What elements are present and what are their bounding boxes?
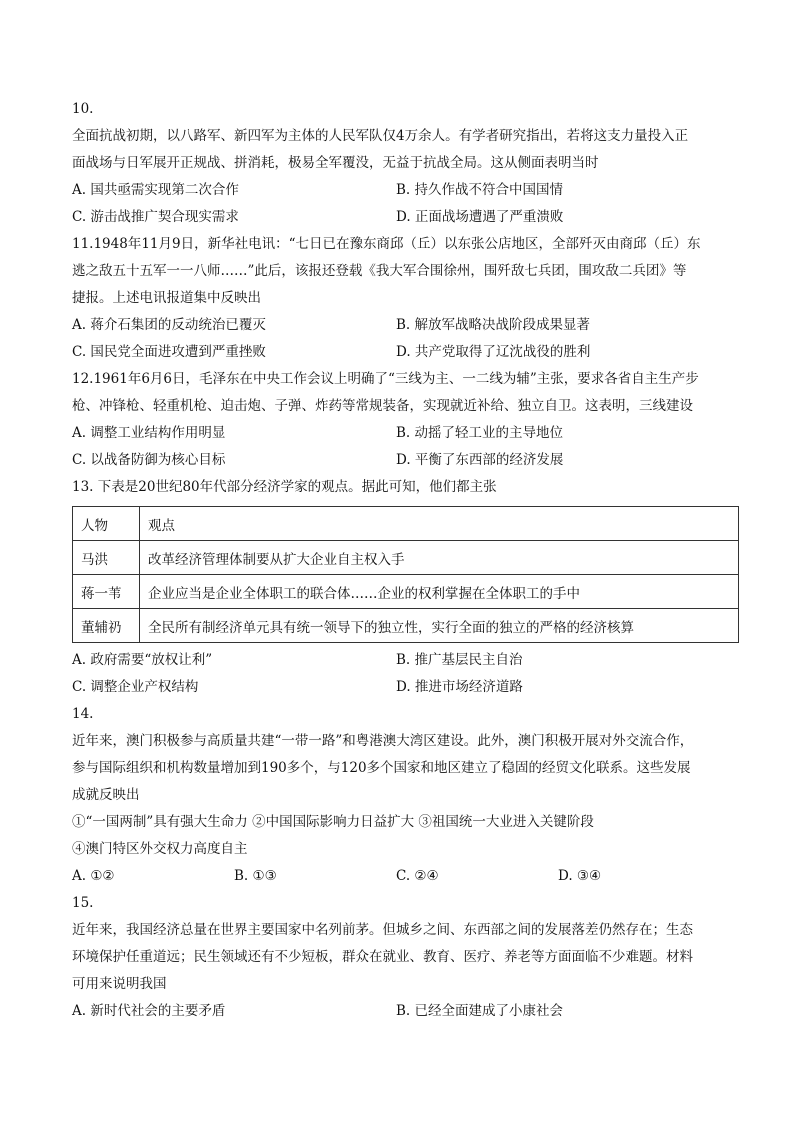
option-d: D. ③④: [558, 868, 602, 884]
option-b: B. 动摇了轻工业的主导地位: [396, 425, 564, 441]
table-cell-view: 企业应当是企业全体职工的联合体……企业的权利掌握在全体职工的手中: [140, 575, 739, 609]
table-row: [73, 609, 739, 643]
option-d: D. 共产党取得了辽沈战役的胜利: [396, 344, 591, 360]
question-14: [72, 701, 740, 890]
question-12: [72, 366, 740, 474]
table-cell-view: 改革经济管理体制要从扩大企业自主权入手: [140, 541, 739, 575]
option-a: A. 蒋介石集团的反动统治已覆灭: [72, 317, 266, 333]
economists-table: [72, 506, 739, 643]
table-row: [73, 575, 739, 609]
table-cell-view: 全民所有制经济单元具有统一领导下的独立性，实行全面的独立的严格的经济核算: [140, 609, 739, 643]
option-d: D. 正面战场遭遇了严重溃败: [396, 209, 564, 225]
options-row: [72, 204, 740, 231]
question-stem-line: 13. 下表是20世纪80年代部分经济学家的观点。据此可知，他们都主张: [72, 479, 497, 495]
question-stem-line: 面战场与日军展开正规战、拼消耗，极易全军覆没，无益于抗战全局。这从侧面表明当时: [72, 155, 599, 171]
question-stem-line: 捷报。上述电讯报道集中反映出: [72, 290, 261, 306]
table-cell-person: 马洪: [73, 541, 140, 575]
table-header-row: [73, 507, 739, 541]
option-c: C. 游击战推广契合现实需求: [72, 209, 239, 225]
table-header-cell: 观点: [140, 507, 739, 541]
table-cell-person: 蒋一苇: [73, 575, 140, 609]
options-row: [72, 177, 740, 204]
options-row: [72, 447, 740, 474]
statement-line: ④澳门特区外交权力高度自主: [72, 841, 248, 857]
option-a: A. 政府需要“放权让利”: [72, 652, 213, 668]
table-row: [73, 541, 739, 575]
option-a: A. 国共亟需实现第二次合作: [72, 182, 239, 198]
option-c: C. 调整企业产权结构: [72, 679, 199, 695]
question-stem-line: 环境保护任重道远；民生领域还有不少短板，群众在就业、教育、医疗、养老等方面面临不少难题。材料: [72, 949, 693, 965]
table-cell-person: 董辅礽: [73, 609, 140, 643]
question-number: 14.: [72, 706, 94, 722]
options-row: [72, 863, 740, 890]
option-c: C. 国民党全面进攻遭到严重挫败: [72, 344, 266, 360]
option-c: C. ②④: [396, 868, 439, 884]
question-15: [72, 890, 740, 1025]
statement-line: ①“一国两制”具有强大生命力 ②中国国际影响力日益扩大 ③祖国统一大业进入关键阶段: [72, 814, 594, 830]
option-b: B. ①③: [234, 868, 277, 884]
option-c: C. 以战备防御为核心目标: [72, 452, 226, 468]
options-row: [72, 647, 740, 674]
exam-content: [72, 96, 740, 1025]
options-row: [72, 312, 740, 339]
option-b: B. 持久作战不符合中国国情: [396, 182, 564, 198]
option-a: A. ①②: [72, 868, 115, 884]
question-stem-line: 12.1961年6月6日，毛泽东在中央工作会议上明确了“三线为主、一二线为辅”主张，要求各省自主生产步: [72, 371, 699, 387]
question-number: 10.: [72, 101, 94, 117]
question-stem-line: 成就反映出: [72, 787, 140, 803]
options-row: [72, 674, 740, 701]
question-stem-line: 近年来，我国经济总量在世界主要国家中名列前茅。但城乡之间、东西部之间的发展落差仍然存在；生态: [72, 922, 693, 938]
options-row: [72, 420, 740, 447]
question-stem-line: 全面抗战初期，以八路军、新四军为主体的人民军队仅4万余人。有学者研究指出，若将这支力量投入正: [72, 128, 689, 144]
option-a: A. 调整工业结构作用明显: [72, 425, 226, 441]
option-d: D. 平衡了东西部的经济发展: [396, 452, 564, 468]
question-stem-line: 可用来说明我国: [72, 976, 167, 992]
question-stem-line: 11.1948年11月9日，新华社电讯：“七日已在豫东商邱（丘）以东张公店地区，全部歼灭由商邱（丘）东: [72, 236, 701, 252]
question-stem-line: 近年来，澳门积极参与高质量共建“一带一路”和粤港澳大湾区建设。此外，澳门积极开展对外交流合作，: [72, 733, 694, 749]
question-10: [72, 96, 740, 231]
question-stem-line: 枪、冲锋枪、轻重机枪、迫击炮、子弹、炸药等常规装备，实现就近补给、独立自卫。这表明，三线建设: [72, 398, 693, 414]
options-row: [72, 339, 740, 366]
option-a: A. 新时代社会的主要矛盾: [72, 1003, 226, 1019]
options-row: [72, 998, 740, 1025]
question-number: 15.: [72, 895, 94, 911]
option-b: B. 已经全面建成了小康社会: [396, 1003, 564, 1019]
question-11: [72, 231, 740, 366]
question-stem-line: 逃之敌五十五军一一八师……”此后，该报还登载《我大军合围徐州，围歼敌七兵团，围攻敌二兵团》等: [72, 263, 687, 279]
option-d: D. 推进市场经济道路: [396, 679, 523, 695]
table-header-cell: 人物: [73, 507, 140, 541]
question-stem-line: 参与国际组织和机构数量增加到190多个，与120多个国家和地区建立了稳固的经贸文化联系。这些发展: [72, 760, 691, 776]
question-13: [72, 474, 740, 701]
option-b: B. 解放军战略决战阶段成果显著: [396, 317, 591, 333]
option-b: B. 推广基层民主自治: [396, 652, 523, 668]
